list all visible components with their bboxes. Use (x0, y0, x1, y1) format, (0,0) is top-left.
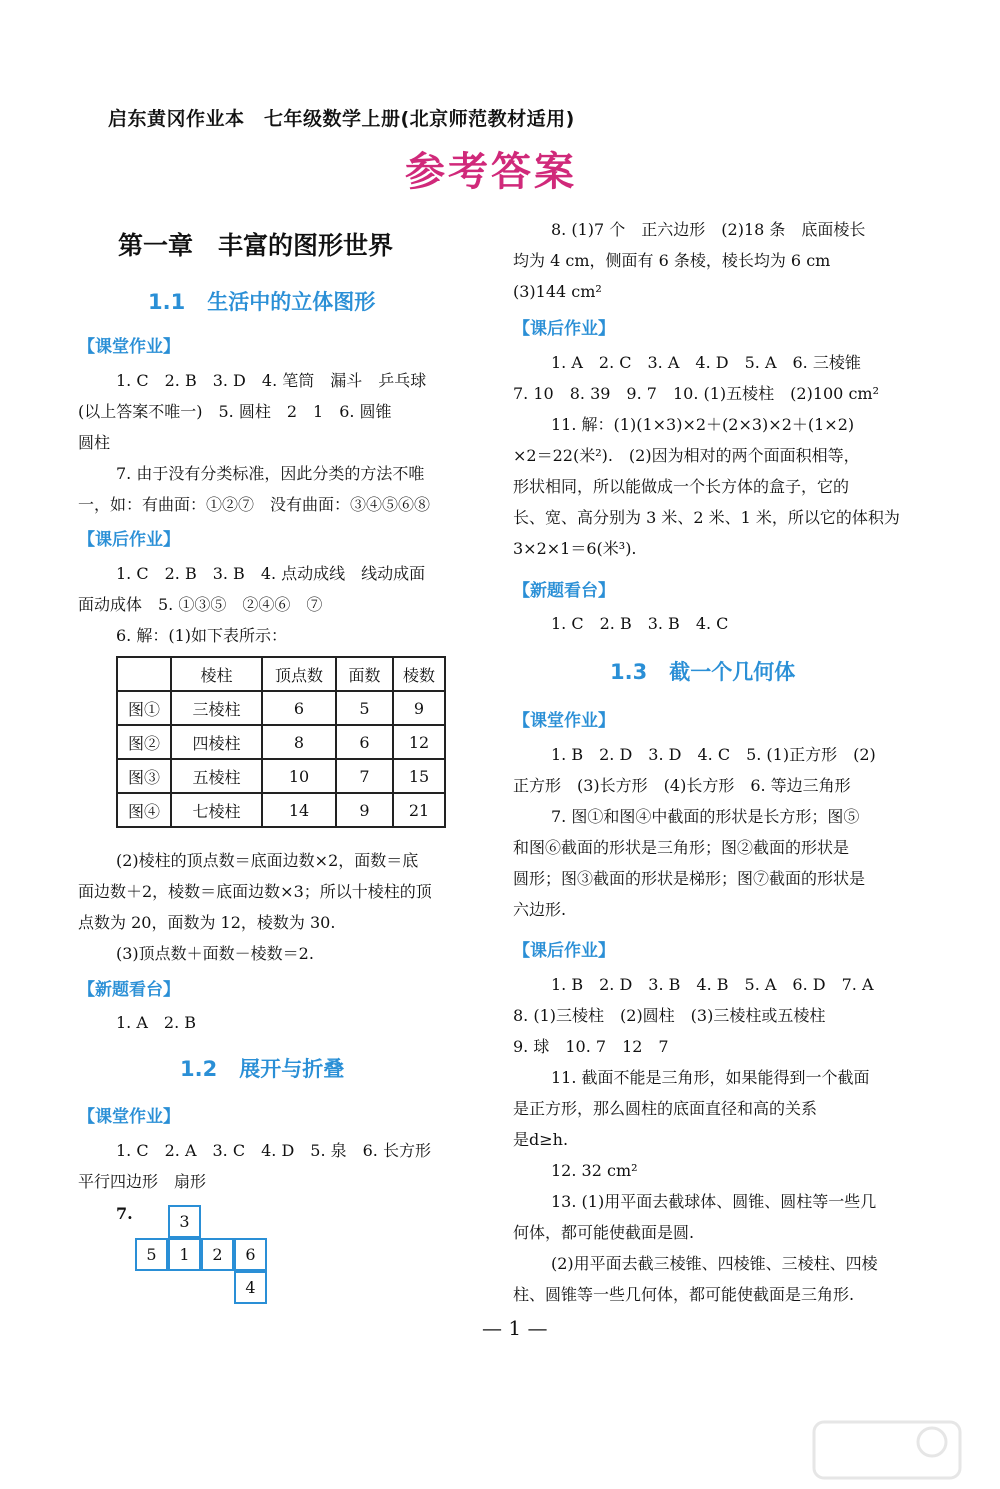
answer-line: 柱、圆锥等一些几何体，都可能使截面是三角形. (513, 1285, 855, 1304)
answer-line: 均为 4 cm，侧面有 6 条棱，棱长均为 6 cm (513, 251, 831, 270)
watermark-logo (812, 1420, 962, 1480)
table-cell: 图③ (117, 759, 171, 793)
answer-line: 和图⑥截面的形状是三角形；图②截面的形状是 (513, 838, 850, 857)
answer-line: 1. A 2. B (116, 1013, 197, 1032)
answer-line: 面动成体 5. ①③⑤ ②④⑥ ⑦ (78, 595, 323, 614)
answer-line: 1. C 2. B 3. B 4. 点动成线 线动成面 (116, 564, 426, 583)
answer-line: 12. 32 cm² (551, 1161, 638, 1180)
table-cell: 10 (262, 759, 336, 793)
answer-line: 6. 解：(1)如下表所示： (116, 626, 288, 645)
answer-line: 何体，都可能使截面是圆. (513, 1223, 695, 1242)
answer-line: 是正方形，那么圆柱的底面直径和高的关系 (513, 1099, 818, 1118)
answer-line: 3×2×1＝6(米³). (513, 539, 637, 558)
section-1-1-heading (148, 286, 375, 316)
label-classwork: 【课堂作业】 (78, 337, 180, 357)
answer-line: 正方形 (3)长方形 (4)长方形 6. 等边三角形 (513, 776, 851, 795)
table-header-row (117, 657, 445, 691)
right-answer-block-4 (513, 969, 878, 1310)
section-1-3-heading (610, 656, 795, 686)
table-cell: 图④ (117, 793, 171, 827)
answer-line: 六边形. (513, 900, 567, 919)
answer-line: ×2＝22(米²). (2)因为相对的两个面面积相等， (513, 446, 860, 465)
answer-line: 11. 解：(1)(1×3)×2＋(2×3)×2＋(1×2) (551, 415, 855, 434)
table-header-cell: 顶点数 (262, 657, 336, 691)
table-row (117, 691, 445, 725)
section-title: 生活中的立体图形 (207, 290, 376, 314)
table-cell: 6 (336, 725, 393, 759)
answer-line: 长、宽、高分别为 3 米、2 米、1 米，所以它的体积为 (513, 508, 900, 527)
net-cell: 3 (168, 1205, 201, 1238)
page-title: 参考答案 (405, 148, 577, 195)
net-cell: 4 (234, 1271, 267, 1304)
answer-line: 一，如：有曲面：①②⑦ 没有曲面：③④⑤⑥⑧ (78, 495, 431, 514)
left-answer-block-3 (78, 845, 432, 969)
answer-line: 1. C 2. B 3. D 4. 笔筒 漏斗 乒乓球 (116, 371, 427, 390)
table-cell: 21 (393, 793, 445, 827)
table-header-cell: 棱柱 (171, 657, 262, 691)
answer-line: 面边数＋2，棱数＝底面边数×3；所以十棱柱的顶 (78, 882, 432, 901)
answer-line: 9. 球 10. 7 12 7 (513, 1037, 669, 1056)
table-cell: 14 (262, 793, 336, 827)
table-cell: 五棱柱 (171, 759, 262, 793)
label-homework: 【课后作业】 (78, 530, 180, 550)
answer-line: 8. (1)7 个 正六边形 (2)18 条 底面棱长 (551, 220, 866, 239)
answer-line: 11. 截面不能是三角形，如果能得到一个截面 (551, 1068, 870, 1087)
section-number: 1.2 (180, 1057, 218, 1081)
table-cell: 图① (117, 691, 171, 725)
table-cell: 图② (117, 725, 171, 759)
table-cell: 9 (393, 691, 445, 725)
answer-line: (3)顶点数＋面数－棱数＝2. (116, 944, 314, 963)
label-new-questions: 【新题看台】 (513, 581, 615, 601)
table-cell: 9 (336, 793, 393, 827)
left-answer-block-2 (78, 558, 425, 651)
answer-line: 7. 由于没有分类标准，因此分类的方法不唯 (116, 464, 425, 483)
section-1-2-heading (180, 1053, 344, 1083)
table-row (117, 725, 445, 759)
answer-line: 7. 图①和图④中截面的形状是长方形；图⑤ (551, 807, 860, 826)
table-cell: 七棱柱 (171, 793, 262, 827)
label-new-questions: 【新题看台】 (78, 980, 180, 1000)
answer-line: 形状相同，所以能做成一个长方体的盒子，它的 (513, 477, 850, 496)
answer-line: (2)棱柱的顶点数＝底面边数×2，面数＝底 (116, 851, 419, 870)
page-number: — 1 — (482, 1316, 548, 1340)
net-cell: 6 (234, 1238, 267, 1271)
net-cell: 2 (201, 1238, 234, 1271)
answer-line: (以上答案不唯一) 5. 圆柱 2 1 6. 圆锥 (78, 402, 392, 421)
section-number: 1.3 (610, 660, 648, 684)
net-cell: 1 (168, 1238, 201, 1271)
answer-line: 1. B 2. D 3. B 4. B 5. A 6. D 7. A (551, 975, 874, 994)
section-title: 截一个几何体 (669, 660, 796, 684)
answer-line: 1. A 2. C 3. A 4. D 5. A 6. 三棱锥 (551, 353, 861, 372)
label-homework: 【课后作业】 (513, 941, 615, 961)
section-title: 展开与折叠 (239, 1057, 345, 1081)
table-cell: 15 (393, 759, 445, 793)
table-cell: 5 (336, 691, 393, 725)
answer-line: 7. (116, 1204, 133, 1223)
table-cell: 6 (262, 691, 336, 725)
prism-table (116, 656, 446, 828)
answer-line: 1. B 2. D 3. D 4. C 5. (1)正方形 (2) (551, 745, 876, 764)
answer-line: (3)144 cm² (513, 282, 602, 301)
table-cell: 8 (262, 725, 336, 759)
answer-line: (2)用平面去截三棱锥、四棱锥、三棱柱、四棱 (551, 1254, 878, 1273)
answer-line: 是d≥h. (513, 1130, 569, 1149)
table-cell: 12 (393, 725, 445, 759)
table-header-cell (117, 657, 171, 691)
answer-line: 8. (1)三棱柱 (2)圆柱 (3)三棱柱或五棱柱 (513, 1006, 826, 1025)
section-number: 1.1 (148, 290, 186, 314)
right-answer-block-2 (513, 347, 900, 564)
answer-line: 13. (1)用平面去截球体、圆锥、圆柱等一些几 (551, 1192, 877, 1211)
answer-line: 圆形；图③截面的形状是梯形；图⑦截面的形状是 (513, 869, 866, 888)
table-row (117, 793, 445, 827)
chapter-title: 第一章 丰富的图形世界 (118, 231, 394, 260)
table-header-cell: 棱数 (393, 657, 445, 691)
label-homework: 【课后作业】 (513, 319, 615, 339)
right-answer-block-3 (513, 739, 876, 925)
answer-line: 7. 10 8. 39 9. 7 10. (1)五棱柱 (2)100 cm² (513, 384, 879, 403)
answer-line: 平行四边形 扇形 (78, 1172, 207, 1191)
answer-line: 点数为 20，面数为 12，棱数为 30. (78, 913, 336, 932)
right-answer-block-1 (513, 214, 865, 307)
table-cell: 三棱柱 (171, 691, 262, 725)
answer-line: 1. C 2. A 3. C 4. D 5. 泉 6. 长方形 (116, 1141, 431, 1160)
label-classwork: 【课堂作业】 (78, 1107, 180, 1127)
table-row (117, 759, 445, 793)
table-header-cell: 面数 (336, 657, 393, 691)
left-answer-block-1 (78, 365, 430, 520)
net-cell: 5 (135, 1238, 168, 1271)
label-classwork: 【课堂作业】 (513, 711, 615, 731)
book-header: 启东黄冈作业本 七年级数学上册(北京师范教材适用) (108, 108, 575, 130)
answer-line: 圆柱 (78, 433, 111, 452)
left-answer-block-4 (78, 1135, 431, 1197)
table-cell: 7 (336, 759, 393, 793)
answer-line: 1. C 2. B 3. B 4. C (551, 614, 729, 633)
table-cell: 四棱柱 (171, 725, 262, 759)
